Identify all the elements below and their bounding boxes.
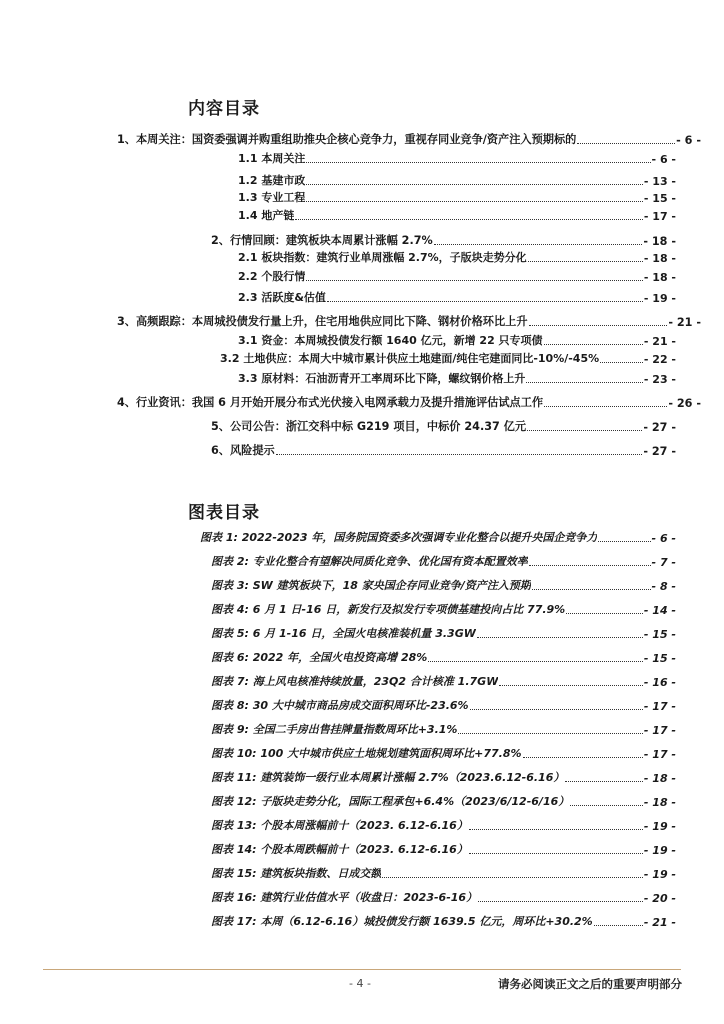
dot-leader	[523, 756, 643, 758]
dot-leader	[600, 361, 643, 363]
dot-leader	[598, 540, 650, 542]
figure-entry[interactable]	[211, 769, 676, 785]
toc-entry-page: - 21 -	[643, 335, 676, 348]
figure-entry-page: - 21 -	[643, 916, 676, 929]
figure-entry[interactable]	[211, 793, 676, 809]
figure-entry-page: - 19 -	[643, 844, 676, 857]
toc-entry-page: - 19 -	[643, 292, 676, 305]
toc-entry-text: 2、行情回顾：建筑板块本周累计涨幅 2.7%	[211, 234, 433, 247]
toc-entry-text: 2.1 板块指数：建筑行业单周涨幅 2.7%，子版块走势分化	[238, 251, 527, 264]
figure-entry-page: - 16 -	[643, 676, 676, 689]
figure-entry-text: 图表 15: 建筑板块指数、日成交额	[211, 867, 382, 880]
dot-leader	[306, 279, 643, 281]
dot-leader	[527, 429, 642, 431]
figure-entry[interactable]	[211, 865, 676, 881]
toc-entry-page: - 18 -	[643, 235, 676, 248]
figure-entry-text: 图表 11: 建筑装饰一级行业本周累计涨幅 2.7%（2023.6.12-6.16）	[211, 771, 565, 784]
toc-entry[interactable]	[238, 370, 676, 386]
toc-entry-text: 1.3 专业工程	[238, 191, 306, 204]
toc-entry-page: - 15 -	[643, 192, 676, 205]
figure-entry-text: 图表 17: 本周（6.12-6.16）城投债发行额 1639.5 亿元，周环比+30.2%	[211, 915, 593, 928]
toc-entry[interactable]	[238, 150, 676, 166]
figure-entry[interactable]	[211, 673, 676, 689]
figure-entry-page: - 19 -	[643, 820, 676, 833]
toc-entry-text: 1.1 本周关注	[238, 152, 306, 165]
dot-leader	[544, 343, 643, 345]
dot-leader	[529, 564, 651, 566]
footer-disclaimer: 请务必阅读正文之后的重要声明部分	[498, 977, 682, 991]
toc-entry-text: 1.4 地产链	[238, 209, 295, 222]
toc-entry-text: 3、高频跟踪：本周城投债发行量上升，住宅用地供应同比下降、钢材价格环比上升	[117, 315, 528, 328]
figure-entry[interactable]	[200, 529, 676, 545]
figure-entry-text: 图表 13: 个股本周涨幅前十（2023. 6.12-6.16）	[211, 819, 468, 832]
toc-entry-page: - 22 -	[643, 353, 676, 366]
figure-entry-page: - 17 -	[643, 724, 676, 737]
toc-title: 内容目录	[188, 99, 260, 119]
dot-leader	[528, 260, 643, 262]
dot-leader	[469, 852, 643, 854]
figure-entry-text: 图表 10: 100 大中城市供应土地规划建筑面积周环比+77.8%	[211, 747, 522, 760]
toc-entry[interactable]	[238, 172, 676, 188]
dot-leader	[306, 183, 643, 185]
figure-entry-text: 图表 2: 专业化整合有望解决同质化竞争、优化国有资本配置效率	[211, 555, 528, 568]
figure-entry-page: - 8 -	[651, 580, 676, 593]
toc-entry-text: 4、行业资讯：我国 6 月开始开展分布式光伏接入电网承载力及提升措施评估试点工作	[117, 396, 544, 409]
toc-entry-page: - 27 -	[643, 445, 676, 458]
toc-entry[interactable]	[117, 394, 701, 410]
dot-leader	[477, 636, 643, 638]
figure-entry-text: 图表 14: 个股本周跌幅前十（2023. 6.12-6.16）	[211, 843, 468, 856]
figure-entry-page: - 6 -	[651, 532, 676, 545]
figures-title: 图表目录	[188, 503, 260, 523]
toc-entry-page: - 23 -	[643, 373, 676, 386]
toc-entry-page: - 6 -	[676, 134, 701, 147]
toc-entry[interactable]	[238, 268, 676, 284]
dot-leader	[478, 900, 643, 902]
toc-entry-text: 2.3 活跃度&估值	[238, 291, 326, 304]
toc-entry[interactable]	[211, 418, 676, 434]
figure-entry-text: 图表 16: 建筑行业估值水平（收盘日：2023-6-16）	[211, 891, 478, 904]
toc-entry-text: 3.3 原材料：石油沥青开工率周环比下降，螺纹钢价格上升	[238, 372, 526, 385]
toc-entry[interactable]	[220, 350, 676, 366]
toc-entry-text: 5、公司公告：浙江交科中标 G219 项目，中标价 24.37 亿元	[211, 420, 527, 433]
toc-entry-page: - 18 -	[643, 271, 676, 284]
figure-entry[interactable]	[211, 649, 676, 665]
toc-entry-text: 1.2 基建市政	[238, 174, 306, 187]
figure-entry[interactable]	[211, 745, 676, 761]
figure-entry-page: - 18 -	[643, 772, 676, 785]
figure-entry-text: 图表 6: 2022 年，全国火电投资高增 28%	[211, 651, 428, 664]
figure-entry-text: 图表 5: 6 月 1-16 日，全国火电核准装机量 3.3GW	[211, 627, 476, 640]
figure-entry-page: - 15 -	[643, 652, 676, 665]
dot-leader	[469, 828, 643, 830]
toc-entry-page: - 18 -	[643, 252, 676, 265]
figure-entry[interactable]	[211, 721, 676, 737]
toc-entry-page: - 17 -	[643, 210, 676, 223]
dot-leader	[327, 300, 643, 302]
toc-entry[interactable]	[238, 189, 676, 205]
toc-entry-text: 1、本周关注：国资委强调并购重组助推央企核心竞争力，重视存同业竞争/资产注入预期标的	[117, 133, 577, 146]
figure-entry[interactable]	[211, 697, 676, 713]
figure-entry[interactable]	[211, 889, 676, 905]
dot-leader	[499, 684, 643, 686]
figure-entry-page: - 20 -	[643, 892, 676, 905]
figure-entry[interactable]	[211, 553, 676, 569]
toc-entry-page: - 21 -	[668, 316, 701, 329]
dot-leader	[276, 453, 643, 455]
dot-leader	[428, 660, 643, 662]
toc-entry-text: 3.2 土地供应：本周大中城市累计供应土地建面/纯住宅建面同比-10%/-45%	[220, 352, 600, 365]
page-number: - 4 -	[349, 977, 371, 990]
figure-entry-text: 图表 4: 6 月 1 日-16 日，新发行及拟发行专项债基建投向占比 77.9%	[211, 603, 566, 616]
footer-divider	[43, 969, 681, 970]
figure-entry[interactable]	[211, 841, 676, 857]
dot-leader	[577, 142, 675, 144]
dot-leader	[565, 780, 643, 782]
figure-entry-page: - 7 -	[651, 556, 676, 569]
toc-entry[interactable]	[238, 249, 676, 265]
dot-leader	[594, 924, 643, 926]
figure-entry-page: - 17 -	[643, 700, 676, 713]
figure-entry-page: - 19 -	[643, 868, 676, 881]
toc-entry-text: 3.1 资金：本周城投债发行额 1640 亿元，新增 22 只专项债	[238, 334, 543, 347]
toc-entry-page: - 13 -	[643, 175, 676, 188]
figure-entry[interactable]	[211, 817, 676, 833]
figure-entry-text: 图表 3: SW 建筑板块下，18 家央国企存同业竞争/资产注入预期	[211, 579, 531, 592]
toc-entry[interactable]	[211, 442, 676, 458]
dot-leader	[570, 804, 643, 806]
toc-entry-page: - 6 -	[651, 153, 676, 166]
dot-leader	[566, 612, 643, 614]
dot-leader	[306, 200, 643, 202]
dot-leader	[306, 161, 650, 163]
dot-leader	[295, 218, 643, 220]
toc-entry[interactable]	[238, 207, 676, 223]
dot-leader	[458, 732, 642, 734]
figure-entry-text: 图表 9: 全国二手房出售挂牌量指数周环比+3.1%	[211, 723, 458, 736]
figure-entry-page: - 15 -	[643, 628, 676, 641]
figure-entry[interactable]	[211, 577, 676, 593]
figure-entry-page: - 14 -	[643, 604, 676, 617]
figure-entry[interactable]	[211, 913, 676, 929]
dot-leader	[434, 243, 643, 245]
dot-leader	[544, 405, 667, 407]
dot-leader	[526, 381, 643, 383]
dot-leader	[529, 324, 668, 326]
toc-entry-page: - 26 -	[668, 397, 701, 410]
figure-entry[interactable]	[211, 625, 676, 641]
dot-leader	[532, 588, 651, 590]
figure-entry-text: 图表 1: 2022-2023 年，国务院国资委多次强调专业化整合以提升央国企竞争力	[200, 531, 598, 544]
toc-entry[interactable]	[238, 332, 676, 348]
toc-entry[interactable]	[238, 289, 676, 305]
figure-entry-page: - 17 -	[643, 748, 676, 761]
dot-leader	[382, 876, 643, 878]
toc-entry[interactable]	[117, 313, 701, 329]
figure-entry-text: 图表 8: 30 大中城市商品房成交面积周环比-23.6%	[211, 699, 469, 712]
figure-entry-text: 图表 7: 海上风电核准持续放量，23Q2 合计核准 1.7GW	[211, 675, 499, 688]
toc-entry[interactable]	[117, 131, 701, 147]
figure-entry-page: - 18 -	[643, 796, 676, 809]
toc-entry[interactable]	[211, 232, 676, 248]
dot-leader	[470, 708, 643, 710]
toc-entry-text: 6、风险提示	[211, 444, 275, 457]
figure-entry[interactable]	[211, 601, 676, 617]
figure-entry-text: 图表 12: 子版块走势分化，国际工程承包+6.4%（2023/6/12-6/16）	[211, 795, 570, 808]
toc-entry-text: 2.2 个股行情	[238, 270, 306, 283]
toc-entry-page: - 27 -	[643, 421, 676, 434]
